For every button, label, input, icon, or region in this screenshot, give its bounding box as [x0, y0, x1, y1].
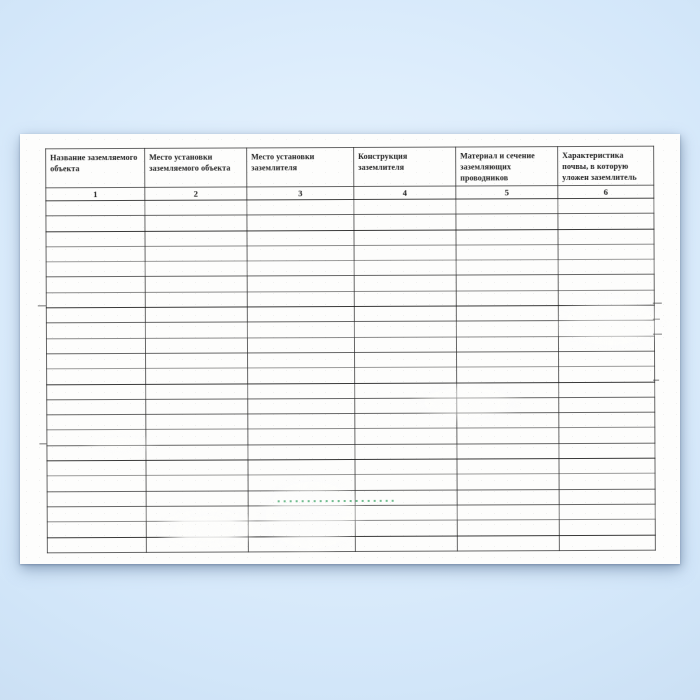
blank-cell [355, 536, 457, 552]
scan-layer [19, 133, 681, 566]
blank-cell [145, 200, 247, 216]
blank-cell [248, 521, 355, 537]
blank-cell [46, 277, 145, 293]
blank-cell [558, 290, 654, 306]
blank-cell [145, 292, 247, 308]
blank-cell [47, 537, 146, 553]
blank-cell [559, 519, 655, 535]
blank-cell [46, 262, 145, 278]
blank-cell [354, 214, 456, 230]
blank-cell [559, 474, 655, 490]
scan-line-overrun [39, 443, 46, 444]
column-number-4: 4 [354, 186, 456, 199]
blank-cell [145, 215, 247, 231]
blank-cell [46, 231, 145, 247]
column-header-6: Характеристика почвы, в которую уложен заземлитель [558, 146, 654, 185]
blank-cell [559, 366, 655, 382]
blank-cell [146, 368, 248, 384]
blank-cell [558, 198, 654, 214]
column-number-2: 2 [145, 187, 247, 200]
blank-cell [457, 352, 559, 368]
scan-line-overrun [653, 303, 662, 304]
blank-cell [559, 397, 655, 413]
blank-cell [558, 244, 654, 260]
blank-cell [248, 398, 355, 414]
column-header-3: Место установки заземлителя [247, 147, 354, 186]
blank-cell [47, 506, 146, 522]
blank-cell [456, 199, 558, 215]
blank-cell [146, 429, 248, 445]
blank-cell [47, 522, 146, 538]
blank-cell [248, 460, 355, 476]
blank-cell [457, 443, 559, 459]
blank-cell [354, 245, 456, 261]
blank-cell [248, 429, 355, 445]
blank-cell [558, 336, 654, 352]
blank-cell [247, 230, 354, 246]
blank-cell [146, 384, 248, 400]
blank-cell [456, 306, 558, 322]
blank-cell [145, 307, 247, 323]
blank-cell [47, 460, 146, 476]
blank-cell [457, 397, 559, 413]
blank-cell [146, 506, 248, 522]
blank-cell [456, 214, 558, 230]
blank-cell [145, 276, 247, 292]
blank-cell [248, 505, 355, 521]
blank-cell [247, 261, 354, 277]
blank-cell [146, 491, 248, 507]
blank-cell [354, 260, 456, 276]
blank-cell [47, 445, 146, 461]
blank-cell [354, 276, 456, 292]
blank-cell [46, 216, 145, 232]
blank-cell [46, 246, 145, 262]
blank-cell [47, 353, 146, 369]
blank-cell [354, 306, 456, 322]
blank-cell [559, 412, 655, 428]
blank-cell [146, 536, 248, 552]
blank-cell [457, 428, 559, 444]
column-number-1: 1 [46, 187, 145, 200]
blank-cell [46, 323, 145, 339]
grounding-register-table [45, 146, 656, 553]
blank-cell [355, 367, 457, 383]
blank-cell [248, 414, 355, 430]
blank-cell [145, 246, 247, 262]
blank-cell [354, 337, 456, 353]
blank-cell [558, 229, 654, 245]
blank-cell [456, 260, 558, 276]
blank-cell [145, 322, 247, 338]
blank-cell [146, 414, 248, 430]
blank-cell [559, 443, 655, 459]
blank-cell [559, 458, 655, 474]
blank-cell [558, 305, 654, 321]
scan-line-overrun [38, 305, 46, 306]
blank-cell [247, 337, 354, 353]
blank-cell [355, 490, 457, 506]
blank-cell [456, 229, 558, 245]
blank-cell [47, 430, 146, 446]
blank-cell [355, 352, 457, 368]
blank-cell [457, 367, 559, 383]
column-header-4: Конструкция заземлителя [354, 147, 456, 186]
blank-cell [146, 353, 248, 369]
column-header-5: Материал и сечение заземляющих проводников [456, 147, 558, 186]
blank-cell [354, 321, 456, 337]
blank-cell [355, 383, 457, 399]
blank-cell [354, 199, 456, 215]
blank-cell [559, 428, 655, 444]
blank-cell [559, 351, 655, 367]
blank-cell [558, 213, 654, 229]
blank-cell [558, 259, 654, 275]
column-number-5: 5 [456, 186, 558, 199]
column-number-6: 6 [558, 185, 654, 198]
blank-cell [145, 338, 247, 354]
blank-cell [558, 321, 654, 337]
blank-cell [145, 231, 247, 247]
blank-cell [559, 535, 655, 551]
blank-cell [248, 368, 355, 384]
blank-cell [247, 307, 354, 323]
scan-line-overrun [653, 334, 662, 335]
blank-cell [247, 276, 354, 292]
blank-cell [456, 290, 558, 306]
blank-cell [146, 475, 248, 491]
scanned-document-page [20, 134, 680, 564]
blank-cell [355, 474, 457, 490]
blank-cell [355, 520, 457, 536]
blank-cell [355, 505, 457, 521]
blank-cell [46, 292, 145, 308]
blank-cell [248, 352, 355, 368]
blank-cell [457, 535, 559, 551]
column-header-2: Место установки заземляемого объекта [145, 148, 247, 187]
blank-cell [46, 200, 145, 216]
blank-cell [247, 322, 354, 338]
blank-cell [146, 445, 248, 461]
blank-cell [248, 490, 355, 506]
blank-cell [145, 261, 247, 277]
blank-cell [457, 474, 559, 490]
blank-cell [146, 399, 248, 415]
blank-cell [47, 476, 146, 492]
blank-cell [457, 489, 559, 505]
blank-cell [457, 520, 559, 536]
blank-cell [47, 369, 146, 385]
blank-row [47, 535, 655, 553]
scan-line-overrun [653, 380, 659, 381]
blank-cell [559, 504, 655, 520]
blank-cell [559, 382, 655, 398]
blank-cell [247, 245, 354, 261]
blank-cell [247, 215, 354, 231]
blank-cell [146, 521, 248, 537]
blank-cell [248, 383, 355, 399]
blank-cell [247, 291, 354, 307]
blank-cell [354, 230, 456, 246]
blank-cell [457, 505, 559, 521]
blank-cell [46, 338, 145, 354]
blank-cell [457, 382, 559, 398]
blank-cell [248, 475, 355, 491]
blank-cell [355, 428, 457, 444]
blank-cell [248, 536, 355, 552]
blank-cell [355, 444, 457, 460]
column-header-1: Название заземляемого объекта [46, 148, 145, 187]
blank-cell [558, 275, 654, 291]
blank-cell [559, 489, 655, 505]
blank-cell [47, 384, 146, 400]
blank-cell [457, 459, 559, 475]
blank-cell [354, 291, 456, 307]
blank-cell [47, 399, 146, 415]
blank-cell [46, 307, 145, 323]
blank-cell [355, 413, 457, 429]
blank-cell [456, 321, 558, 337]
blank-cell [248, 444, 355, 460]
blank-cell [247, 199, 354, 215]
blank-cell [47, 415, 146, 431]
header-row [46, 146, 654, 188]
blank-cell [456, 336, 558, 352]
blank-cell [355, 398, 457, 414]
blank-cell [457, 413, 559, 429]
blank-cell [355, 459, 457, 475]
column-number-3: 3 [247, 186, 354, 199]
blank-cell [456, 275, 558, 291]
blank-cell [146, 460, 248, 476]
blank-cell [456, 244, 558, 260]
scan-line-overrun [653, 319, 660, 320]
blank-cell [47, 491, 146, 507]
